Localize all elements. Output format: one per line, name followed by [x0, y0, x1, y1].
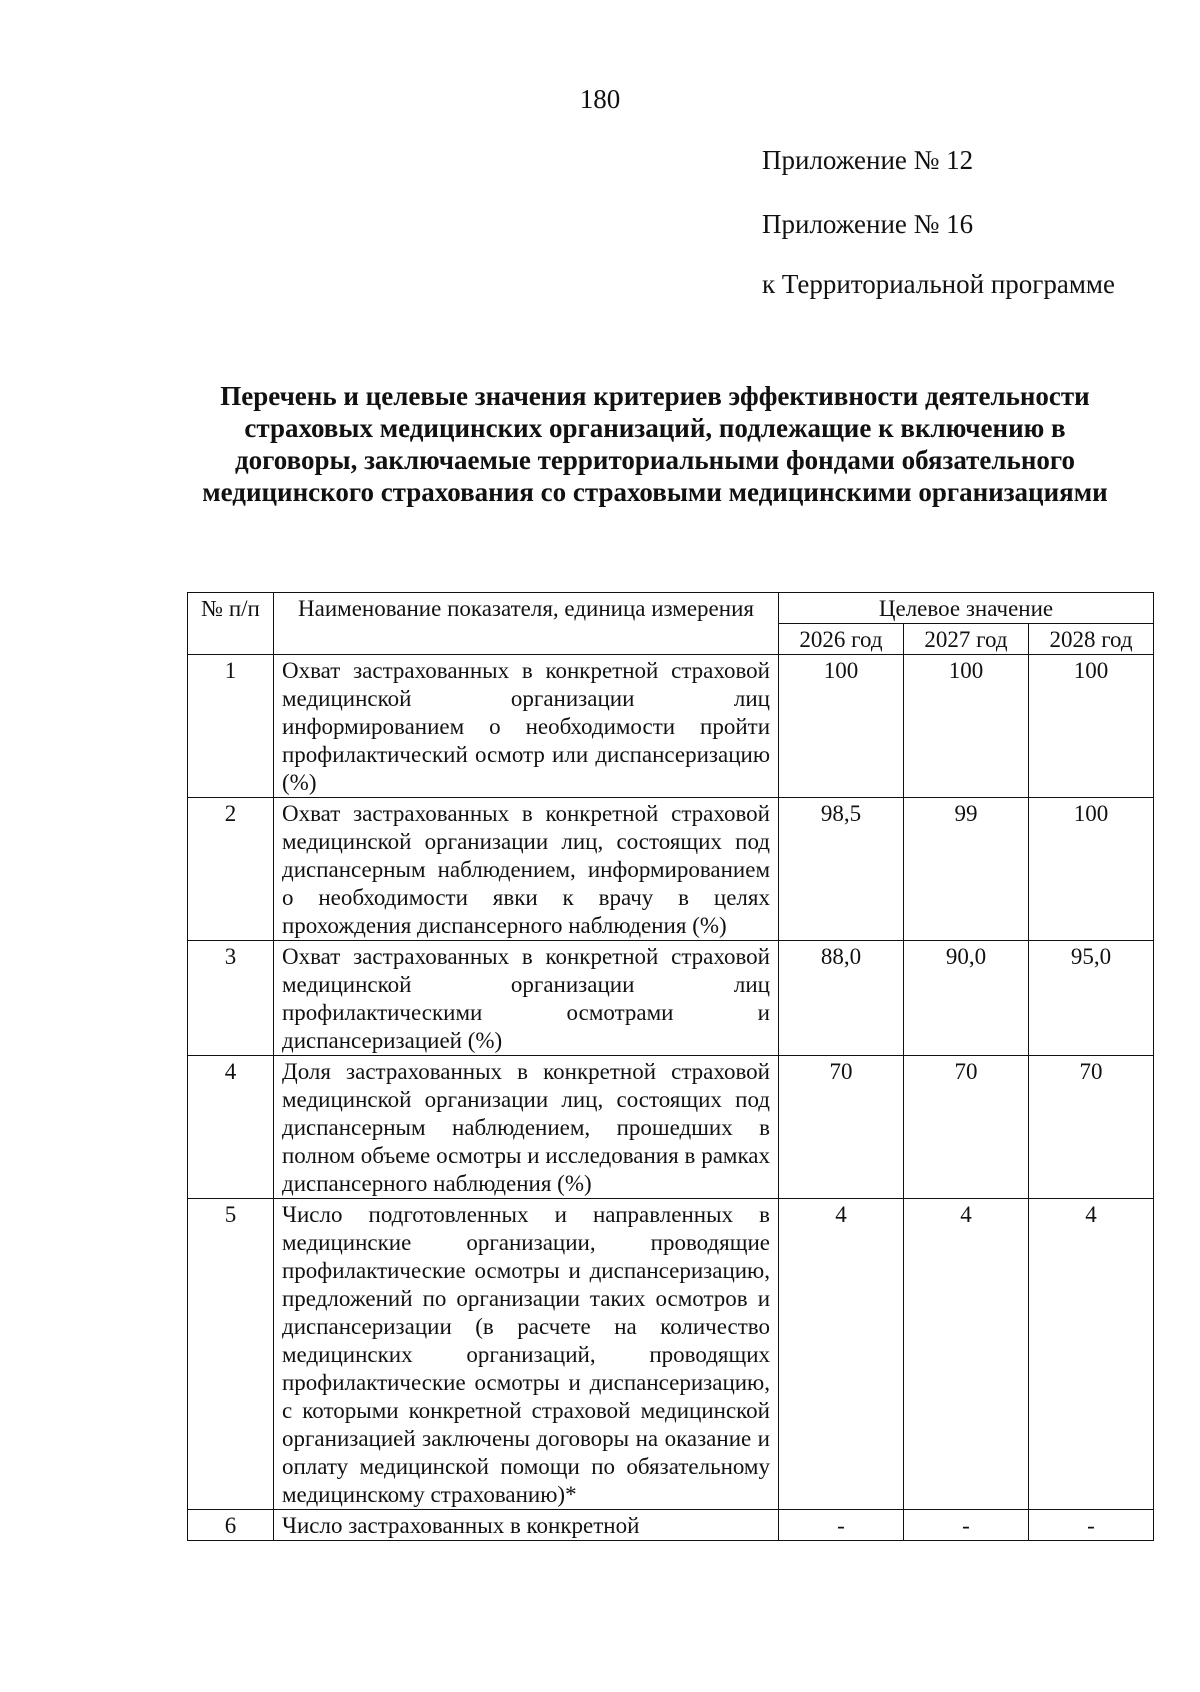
- value-2026: 88,0: [779, 941, 904, 1056]
- value-2027: 99: [904, 798, 1029, 941]
- value-2028: 100: [1029, 655, 1154, 798]
- indicator-name: Охват застрахованных в конкретной страховой медицинской организации лиц информированием о необходимости пройти профилактический осмотр или диспансеризацию (%): [274, 655, 779, 798]
- row-number: 2: [188, 798, 274, 941]
- value-2026: 100: [779, 655, 904, 798]
- header-target-value: Целевое значение: [779, 593, 1154, 624]
- value-2028: 95,0: [1029, 941, 1154, 1056]
- table-row: [188, 1056, 1154, 1199]
- appendix-program-reference: к Территориальной программе: [762, 269, 1115, 299]
- indicator-name: Охват застрахованных в конкретной страховой медицинской организации лиц, состоящих под диспансерным наблюдением, информированием о необходимости явки к врачу в целях прохождения диспансерного наблюдения (%): [274, 798, 779, 941]
- indicator-name: Число подготовленных и направленных в медицинские организации, проводящие профилактические осмотры и диспансеризацию, предложений по организации таких осмотров и диспансеризации (в расчете на количество медицинских организаций, проводящих профилактические осмотры и диспансеризацию, с которыми конкретной страховой медицинской организацией заключены договоры на оказание и оплату медицинской помощи по обязательному медицинскому страхованию)*: [274, 1199, 779, 1510]
- value-2026: 70: [779, 1056, 904, 1199]
- page-number: 180: [579, 84, 621, 114]
- indicator-name: Число застрахованных в конкретной: [274, 1510, 779, 1541]
- table-row: [188, 1510, 1154, 1541]
- value-2027: 100: [904, 655, 1029, 798]
- table-row: [188, 941, 1154, 1056]
- header-number: № п/п: [188, 593, 274, 655]
- header-year-2028: 2028 год: [1029, 624, 1154, 655]
- value-2028: 70: [1029, 1056, 1154, 1199]
- value-2026: 4: [779, 1199, 904, 1510]
- value-2026: -: [779, 1510, 904, 1541]
- header-year-2027: 2027 год: [904, 624, 1029, 655]
- value-2026: 98,5: [779, 798, 904, 941]
- row-number: 1: [188, 655, 274, 798]
- table-row: [188, 798, 1154, 941]
- appendix-number-12: Приложение № 12: [762, 145, 974, 175]
- value-2028: -: [1029, 1510, 1154, 1541]
- table-row: [188, 1199, 1154, 1510]
- value-2027: -: [904, 1510, 1029, 1541]
- value-2028: 4: [1029, 1199, 1154, 1510]
- row-number: 3: [188, 941, 274, 1056]
- header-year-2026: 2026 год: [779, 624, 904, 655]
- table-row: [188, 655, 1154, 798]
- value-2027: 70: [904, 1056, 1029, 1199]
- value-2027: 90,0: [904, 941, 1029, 1056]
- row-number: 5: [188, 1199, 274, 1510]
- value-2027: 4: [904, 1199, 1029, 1510]
- row-number: 6: [188, 1510, 274, 1541]
- appendix-number-16: Приложение № 16: [762, 209, 974, 239]
- criteria-table: [187, 592, 1154, 1541]
- value-2028: 100: [1029, 798, 1154, 941]
- indicator-name: Охват застрахованных в конкретной страховой медицинской организации лиц профилактическими осмотрами и диспансеризацией (%): [274, 941, 779, 1056]
- row-number: 4: [188, 1056, 274, 1199]
- indicator-name: Доля застрахованных в конкретной страховой медицинской организации лиц, состоящих под диспансерным наблюдением, прошедших в полном объеме осмотры и исследования в рамках диспансерного наблюдения (%): [274, 1056, 779, 1199]
- header-indicator-name: Наименование показателя, единица измерения: [274, 593, 779, 655]
- table-header-row: [188, 593, 1154, 624]
- document-title: Перечень и целевые значения критериев эффективности деятельности страховых медицинских организаций, подлежащие к включению в договоры, заключаемые территориальными фондами обязательного медицинского страхования со страховыми медицинскими организациями: [202, 381, 1108, 507]
